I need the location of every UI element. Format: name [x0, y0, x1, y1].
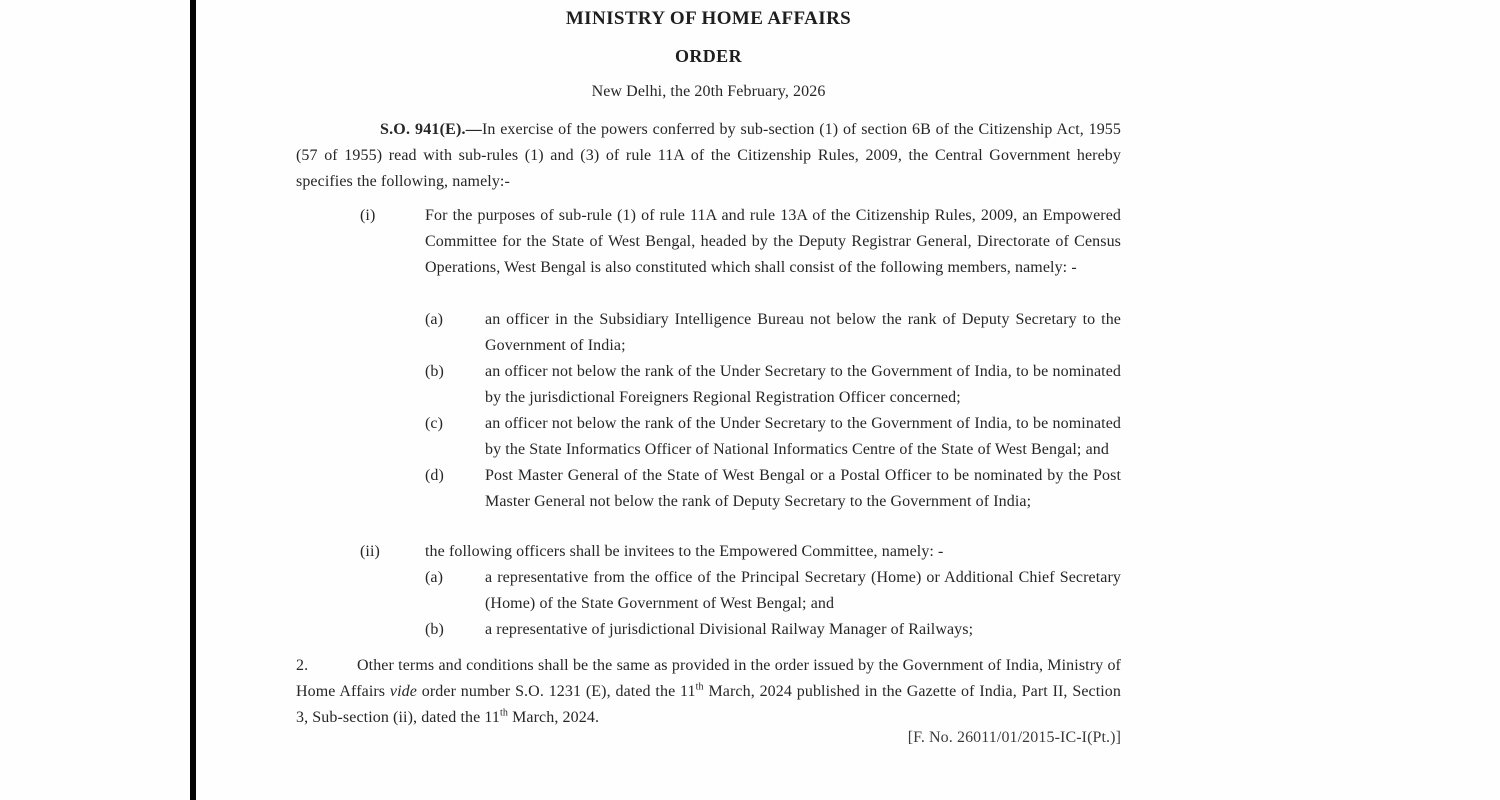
subclause-ii-a-label: (a)	[425, 569, 444, 586]
subclause-c	[425, 411, 1121, 463]
subclause-a-text: an officer in the Subsidiary Intelligence Bureau not below the rank of Deputy Secretary to the Government of India;	[485, 311, 1121, 354]
subclause-ii-b	[425, 617, 1121, 643]
subclause-b-text: an officer not below the rank of the Under Secretary to the Government of India, to be nominated by the jurisdictional Foreigners Regional Registration Officer concerned;	[485, 363, 1121, 406]
subclause-ii-b-label: (b)	[425, 621, 444, 638]
subclause-d-label: (d)	[425, 467, 444, 484]
clause-i-label: (i)	[360, 207, 376, 224]
subclause-b	[425, 359, 1121, 411]
clause-i	[360, 203, 1121, 515]
clause-i-subclauses	[425, 307, 1121, 515]
closing-paragraph	[296, 653, 1121, 731]
page-edge-rule	[190, 0, 196, 800]
so-number: S.O. 941(E).—	[380, 121, 482, 138]
subclause-ii-a-text: a representative from the office of the Principal Secretary (Home) or Additional Chief Secretary (Home) of the State Government of West Bengal; and	[485, 569, 1121, 612]
subclause-c-label: (c)	[425, 415, 444, 432]
closing-paragraph-text: Other terms and conditions shall be the same as provided in the order issued by the Government of India, Ministry of Home Affairs vide order number S.O. 1231 (E), dated the 11th March, 2024 published in the Gazette of India, Part II, Section 3, Sub-section (ii), dated the 11th March, 2024.	[296, 657, 1122, 726]
clause-ii-text: the following officers shall be invitees to the Empowered Committee, namely: -	[425, 543, 944, 560]
file-number: [F. No. 26011/01/2015-IC-I(Pt.)]	[907, 729, 1121, 746]
opening-paragraph-text: In exercise of the powers conferred by sub-section (1) of section 6B of the Citizenship Act, 1955 (57 of 1955) read with sub-rules (1) and (3) of rule 11A of the Citizenship Rules, 2009, the Central Government hereby specifies the following, namely:-	[296, 121, 1122, 190]
clause-ii	[360, 539, 1121, 643]
clause-ii-label: (ii)	[360, 543, 380, 560]
dateline: New Delhi, the 20th February, 2026	[591, 83, 826, 100]
subclause-a-label: (a)	[425, 311, 444, 328]
document-content	[296, 0, 1121, 751]
subclause-c-text: an officer not below the rank of the Under Secretary to the Government of India, to be nominated by the State Informatics Officer of National Informatics Centre of the State of West Bengal; and	[485, 415, 1121, 458]
order-heading: ORDER	[674, 46, 742, 66]
subclause-b-label: (b)	[425, 363, 444, 380]
opening-paragraph	[296, 117, 1121, 195]
subclause-a	[425, 307, 1121, 359]
ministry-heading: MINISTRY OF HOME AFFAIRS	[565, 8, 852, 29]
closing-paragraph-number: 2.	[296, 657, 309, 674]
subclause-d-text: Post Master General of the State of West Bengal or a Postal Officer to be nominated by the Post Master General not below the rank of Deputy Secretary to the Government of India;	[485, 467, 1121, 510]
clause-i-text: For the purposes of sub-rule (1) of rule 11A and rule 13A of the Citizenship Rules, 2009, an Empowered Committee for the State of West Bengal, headed by the Deputy Registrar General, Directorate of Census Operations, West Bengal is also constituted which shall consist of the following members, namely: -	[425, 207, 1121, 276]
clause-ii-subclauses	[425, 565, 1121, 643]
subclause-d	[425, 463, 1121, 515]
subclause-ii-b-text: a representative of jurisdictional Divisional Railway Manager of Railways;	[485, 621, 974, 638]
subclause-ii-a	[425, 565, 1121, 617]
